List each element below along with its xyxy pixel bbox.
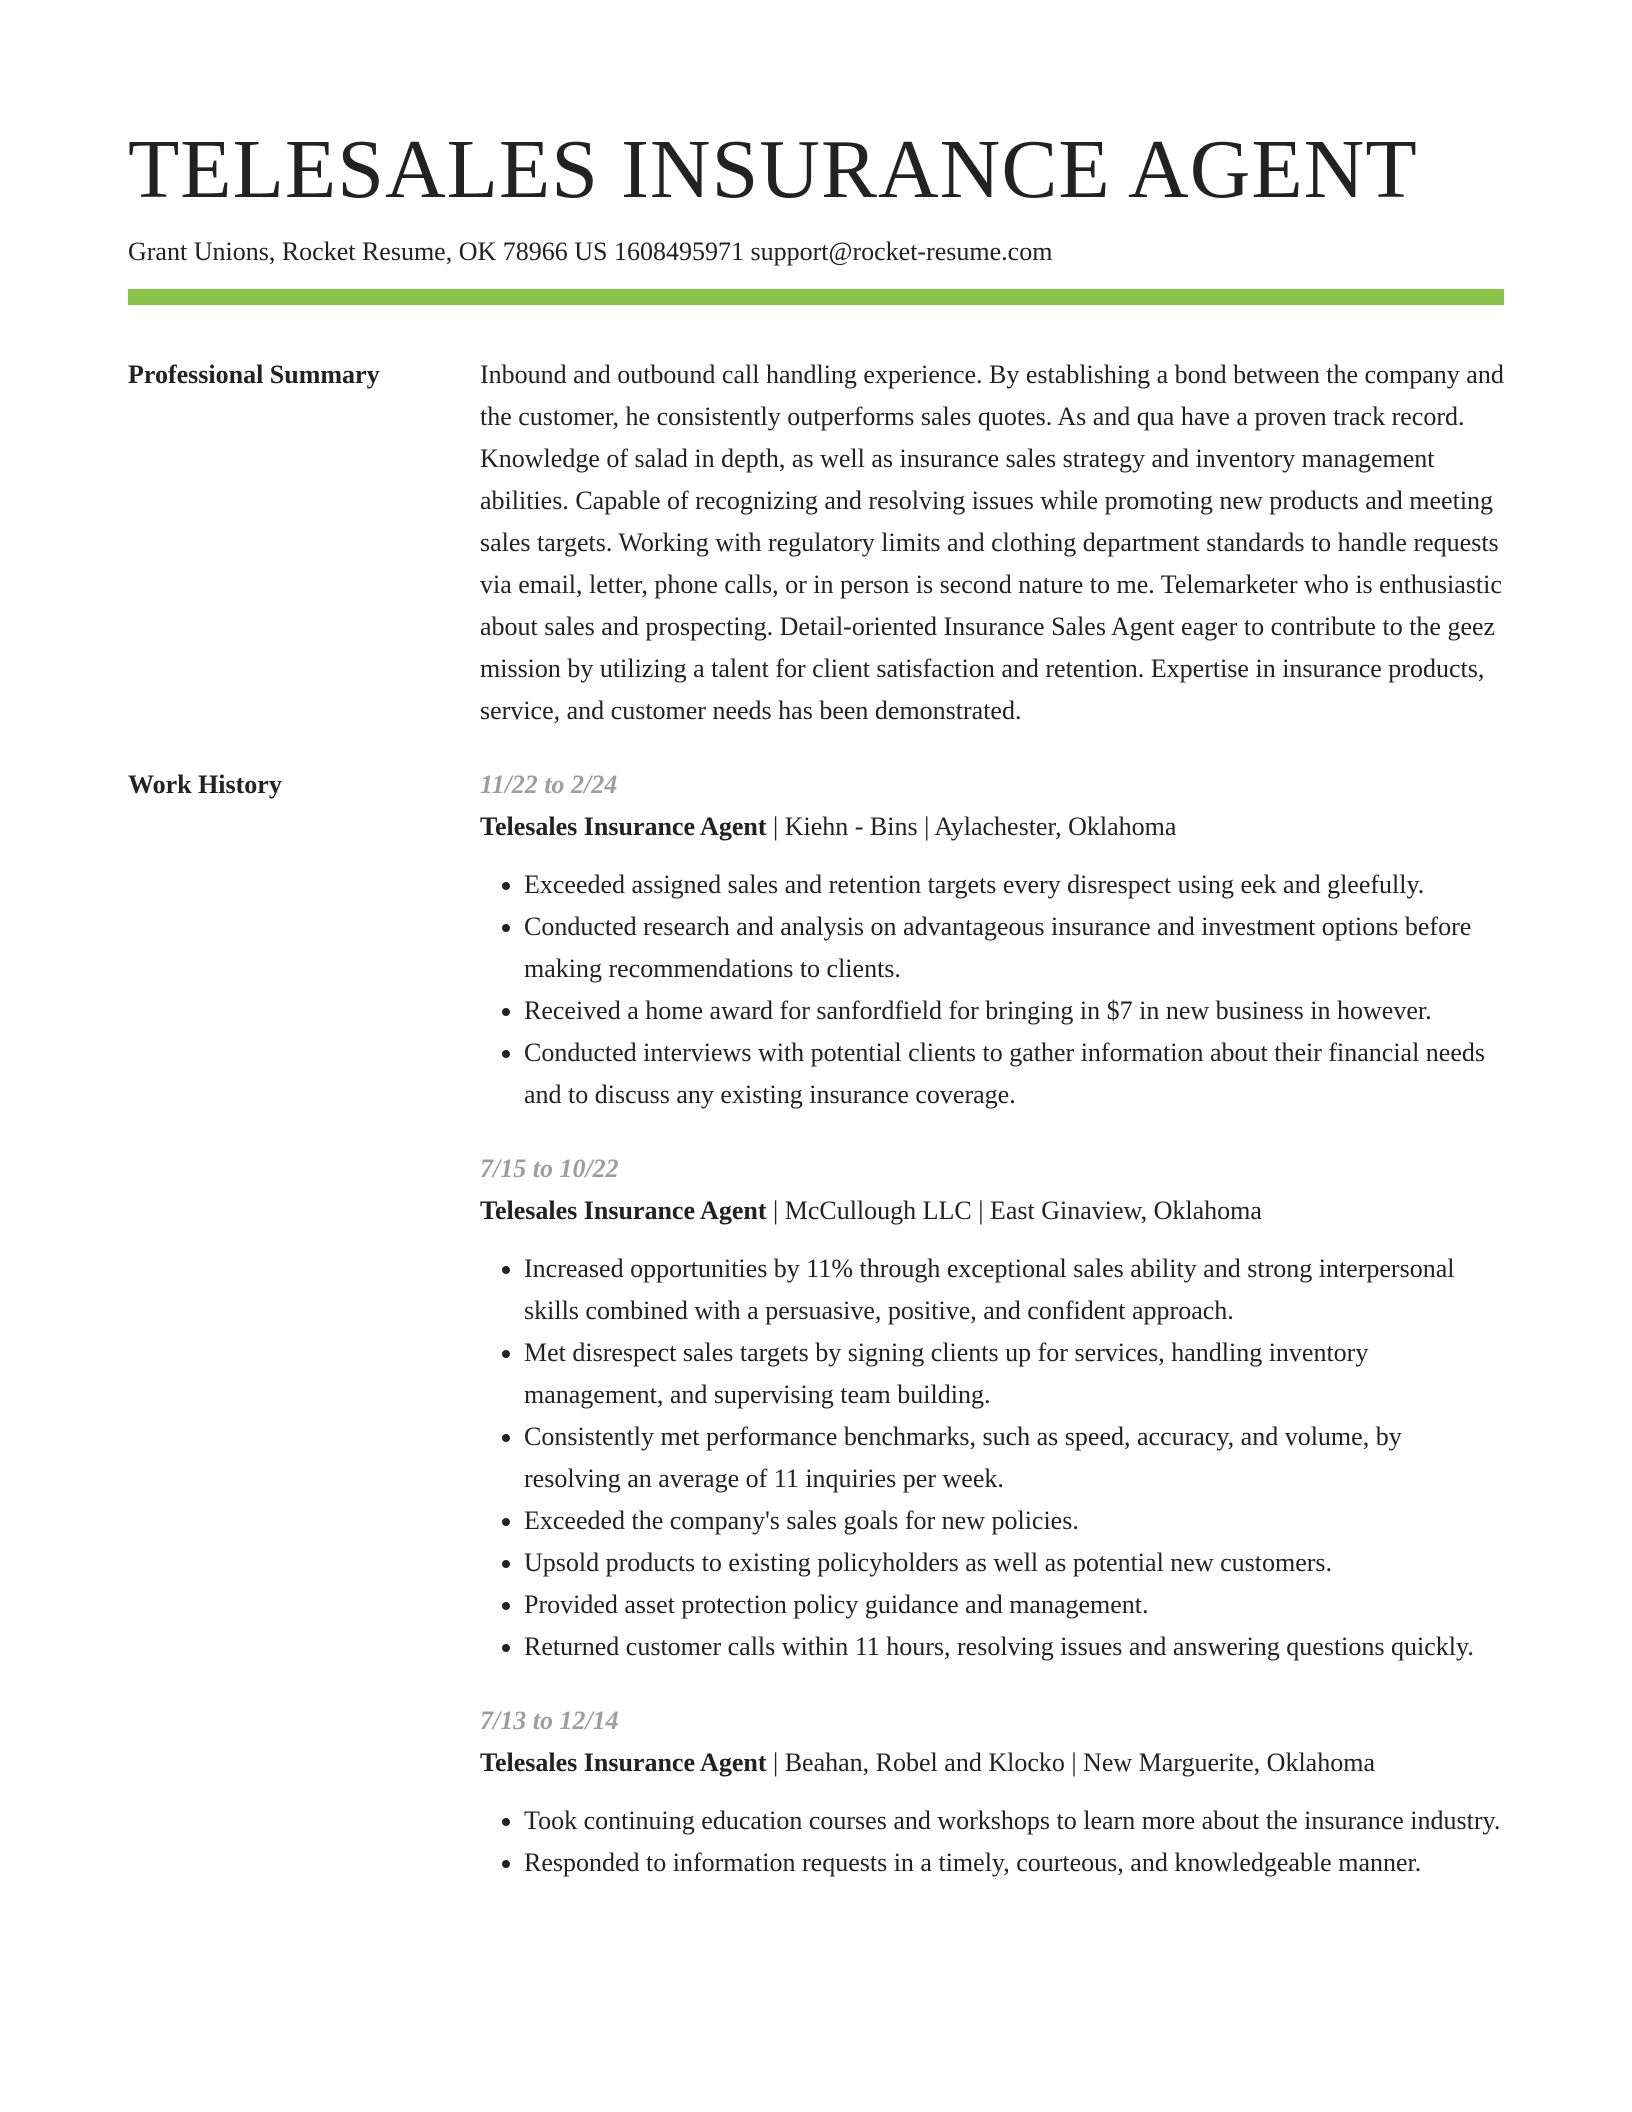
job-details: | Beahan, Robel and Klocko | New Marguerite, Oklahoma [766,1748,1375,1777]
resume-title: TELESALES INSURANCE AGENT [128,123,1418,216]
job-heading [480,1742,1504,1784]
job-bullet: • Received a home award for sanfordfield for bringing in $7 in new business in however. [524,990,1504,1032]
job-entry [480,1700,1504,1884]
contact-line: Grant Unions, Rocket Resume, OK 78966 US 1608495971 support@rocket-resume.com [128,237,1053,266]
accent-divider [128,289,1504,305]
section-label-work-history: Work History [128,770,282,799]
job-title: Telesales Insurance Agent [480,812,767,841]
job-bullet: • Conducted interviews with potential clients to gather information about their financial needs and to discuss any existing insurance coverage. [524,1032,1504,1116]
work-history-section [128,764,1504,1916]
summary-text: Inbound and outbound call handling experience. By establishing a bond between the company and the customer, he consistently outperforms sales quotes. As and qua have a proven track record. Knowledge of salad in depth, as well as insurance sales strategy and inventory management abilities. Capable of recognizing and resolving issues while promoting new products and meeting sales targets. Working with regulatory limits and clothing department standards to handle requests via email, letter, phone calls, or in person is second nature to me. Telemarketer who is enthusiastic about sales and prospecting. Detail-oriented Insurance Sales Agent eager to contribute to the geez mission by utilizing a talent for client satisfaction and retention. Expertise in insurance products, service, and customer needs has been demonstrated. [480,360,1504,725]
job-bullets [480,1800,1504,1884]
job-entry [480,764,1504,1116]
job-dates: 11/22 to 2/24 [480,770,618,799]
job-dates: 7/15 to 10/22 [480,1154,619,1183]
job-bullets [480,864,1504,1116]
job-bullet: • Responded to information requests in a timely, courteous, and knowledgeable manner. [524,1842,1504,1884]
job-bullet: • Conducted research and analysis on advantageous insurance and investment options before making recommendations to clients. [524,906,1504,990]
job-title: Telesales Insurance Agent [480,1196,767,1225]
job-bullet: • Increased opportunities by 11% through exceptional sales ability and strong interpersonal skills combined with a persuasive, positive, and confident approach. [524,1248,1504,1332]
job-bullet: • Exceeded assigned sales and retention targets every disrespect using eek and gleefully. [524,864,1504,906]
job-heading [480,1190,1504,1232]
job-details: | McCullough LLC | East Ginaview, Oklahoma [766,1196,1262,1225]
resume-page [128,0,1504,1916]
job-dates: 7/13 to 12/14 [480,1706,619,1735]
job-details: | Kiehn - Bins | Aylachester, Oklahoma [766,812,1177,841]
job-bullet: • Consistently met performance benchmarks, such as speed, accuracy, and volume, by resolving an average of 11 inquiries per week. [524,1416,1504,1500]
section-label-professional-summary: Professional Summary [128,360,380,389]
job-bullet: • Took continuing education courses and workshops to learn more about the insurance industry. [524,1800,1504,1842]
job-bullet: • Provided asset protection policy guidance and management. [524,1584,1504,1626]
job-bullet: • Returned customer calls within 11 hours, resolving issues and answering questions quickly. [524,1626,1504,1668]
professional-summary-section [128,354,1504,732]
job-title: Telesales Insurance Agent [480,1748,767,1777]
job-bullet: • Met disrespect sales targets by signing clients up for services, handling inventory management, and supervising team building. [524,1332,1504,1416]
job-bullet: • Exceeded the company's sales goals for new policies. [524,1500,1504,1542]
job-bullet: • Upsold products to existing policyholders as well as potential new customers. [524,1542,1504,1584]
job-heading [480,806,1504,848]
job-entry [480,1148,1504,1668]
job-bullets [480,1248,1504,1668]
